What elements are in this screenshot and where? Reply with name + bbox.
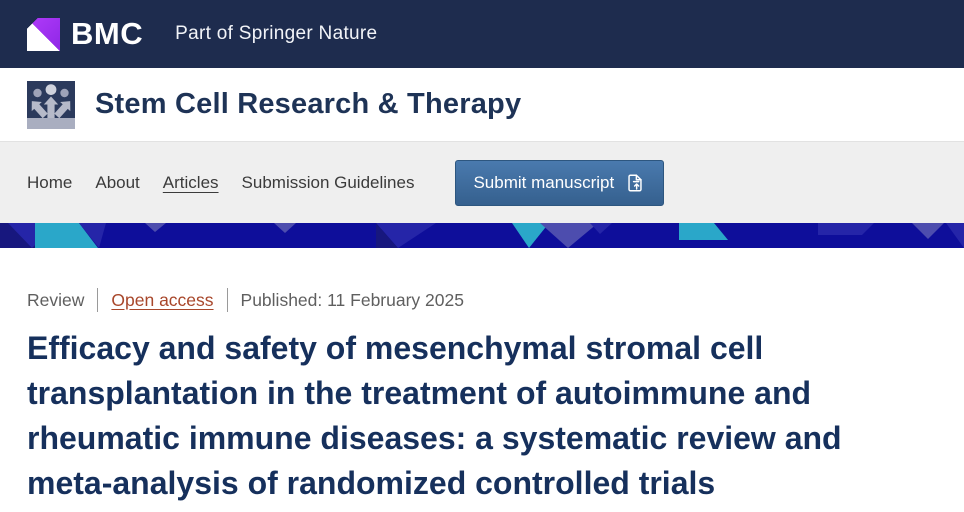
submit-manuscript-icon bbox=[624, 172, 646, 194]
article-meta-row bbox=[27, 288, 937, 312]
bmc-logo-icon bbox=[27, 18, 60, 51]
nav-item-articles[interactable]: Articles bbox=[162, 172, 219, 192]
nav-item-submission-guidelines[interactable]: Submission Guidelines bbox=[241, 172, 415, 192]
journal-title: Stem Cell Research & Therapy bbox=[95, 88, 522, 120]
bmc-wordmark: BMC bbox=[71, 16, 144, 51]
article-header bbox=[0, 248, 964, 506]
nav-item-about[interactable]: About bbox=[95, 172, 140, 192]
open-access-link[interactable]: Open access bbox=[111, 289, 214, 310]
springer-nature-tagline: Part of Springer Nature bbox=[175, 23, 378, 44]
article-type-label: Review bbox=[27, 289, 85, 310]
decorative-band bbox=[0, 223, 964, 248]
meta-divider bbox=[97, 288, 98, 312]
article-title: Efficacy and safety of mesenchymal stromal cell transplantation in the treatment of autoimmune and rheumatic immune diseases: a systematic review and meta-analysis of randomized controlled trials bbox=[27, 330, 842, 501]
meta-divider bbox=[227, 288, 228, 312]
journal-logo-icon[interactable] bbox=[27, 81, 75, 129]
submit-manuscript-label: Submit manuscript bbox=[473, 172, 615, 192]
main-navigation bbox=[0, 141, 964, 223]
nav-item-home[interactable]: Home bbox=[27, 172, 73, 192]
journal-header bbox=[0, 68, 964, 141]
bmc-logo[interactable] bbox=[27, 16, 143, 52]
top-brand-bar bbox=[0, 0, 964, 68]
published-date: Published: 11 February 2025 bbox=[240, 289, 464, 310]
submit-manuscript-button[interactable] bbox=[455, 160, 664, 206]
